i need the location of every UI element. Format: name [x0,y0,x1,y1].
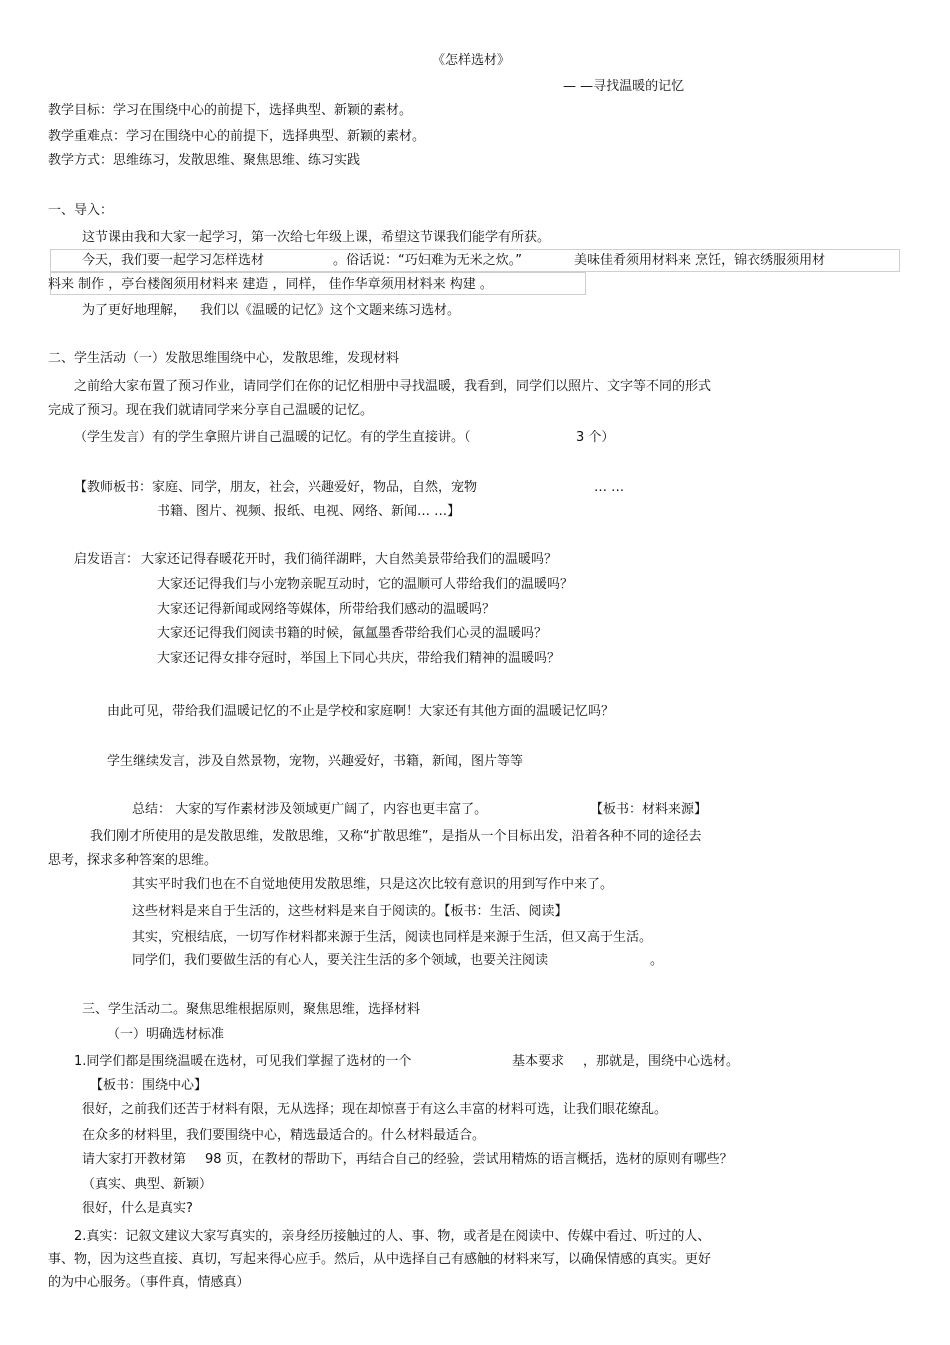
section2-paragraph: 我们刚才所使用的是发散思维，发散思维，又称“扩散思维”，是指从一个目标出发，沿着各种不同的途径去 [90,829,702,844]
prompt-label: 启发语言： [74,552,140,567]
section1-paragraph: 料来 制作 ，亭台楼阁须用材料来 建造 ，同样， 佳作华章须用材料来 构建 。 [48,277,493,292]
teacher-board-note: 【板书：围绕中心】 [90,1078,208,1093]
section1-heading: 一、导入： [48,203,114,218]
summary-board-note: 【板书：材料来源】 [590,802,708,817]
section3-item: 1.同学们都是围绕温暖在选材，可见我们掌握了选材的一个 [74,1054,412,1069]
section3-paragraph: 98 页，在教材的帮助下，再结合自己的经验，尝试用精炼的语言概括，选材的原则有哪些？ [205,1152,733,1167]
section2-paragraph: 思考，探求多种答案的思维。 [48,853,218,868]
section3-item: 的为中心服务。（事件真，情感真） [48,1275,250,1290]
teaching-goal: 教学目标：学习在围绕中心的前提下，选择典型、新颖的素材。 [48,103,413,118]
teacher-board-note: 【教师板书：家庭、同学，朋友，社会，兴趣爱好，物品，自然，宠物 [74,480,478,495]
section3-subheading: （一）明确选材标准 [107,1027,225,1042]
section1-paragraph: 为了更好地理解， [82,303,187,318]
section3-item: 事、物，因为这些直接、真切，写起来得心应手。然后，从中选择自己有感触的材料来写，以确保情感的真实。更好 [48,1252,712,1267]
section1-paragraph: 。俗话说：“巧妇难为无米之炊。” [333,253,522,268]
prompt-line: 大家还记得我们阅读书籍的时候，氤氲墨香带给我们心灵的温暖吗？ [157,626,548,641]
section1-paragraph: 美味佳肴须用材料来 烹饪，锦衣绣服须用材 [574,253,826,268]
section2-paragraph: 3 个） [576,430,615,445]
prompt-line: 大家还记得我们与小宠物亲昵互动时，它的温顺可人带给我们的温暖吗？ [157,577,574,592]
document-title: 《怎样选材》 [432,53,511,68]
section3-heading: 三、学生活动二。聚焦思维根据原则，聚焦思维，选择材料 [82,1002,421,1017]
section1-paragraph: 今天，我们要一起学习怎样选材 [82,253,265,268]
section2-paragraph: 学生继续发言，涉及自然景物，宠物，兴趣爱好，书籍，新闻，图片等等 [107,754,524,769]
section3-item: ，那就是，围绕中心选材。 [583,1054,740,1069]
prompt-line: 大家还记得春暖花开时，我们徜徉湖畔，大自然美景带给我们的温暖吗？ [141,552,558,567]
section1-paragraph: 这节课由我和大家一起学习，第一次给七年级上课，希望这节课我们能学有所获。 [82,230,551,245]
section3-item: 基本要求 [512,1054,565,1069]
summary-line: 总结： 大家的写作素材涉及领域更广阔了，内容也更丰富了。 [132,802,488,817]
section1-paragraph: 我们以《温暖的记忆》这个文题来练习选材。 [200,303,461,318]
teacher-board-note: … … [594,480,625,495]
section2-paragraph: 其实平时我们也在不自觉地使用发散思维，只是这次比较有意识的用到写作中来了。 [132,877,614,892]
section3-paragraph: 请大家打开教材第 [82,1152,187,1167]
section2-paragraph: 之前给大家布置了预习作业，请同学们在你的记忆相册中寻找温暖，我看到，同学们以照片、文字等不同的形式 [74,379,712,394]
section3-paragraph: 很好，之前我们还苦于材料有限，无从选择；现在却惊喜于有这么丰富的材料可选，让我们眼花缭乱。 [82,1102,668,1117]
section2-paragraph: 同学们，我们要做生活的有心人，要关注生活的多个领域，也要关注阅读 [132,953,549,968]
section2-paragraph: 其实，究根结底，一切写作材料都来源于生活，阅读也同样是来源于生活，但又高于生活。 [132,930,653,945]
section2-paragraph: 由此可见，带给我们温暖记忆的不止是学校和家庭啊！大家还有其他方面的温暖记忆吗？ [107,704,615,719]
section2-paragraph: 完成了预习。现在我们就请同学来分享自己温暖的记忆。 [48,403,374,418]
teacher-board-note: 书籍、图片、视频、报纸、电视、网络、新闻… …】 [157,504,461,519]
teaching-key-points: 教学重难点：学习在围绕中心的前提下，选择典型、新颖的素材。 [48,129,426,144]
section3-paragraph: （真实、典型、新颖） [82,1177,213,1192]
prompt-line: 大家还记得新闻或网络等媒体，所带给我们感动的温暖吗？ [157,602,496,617]
section2-paragraph: 这些材料是来自于生活的，这些材料是来自于阅读的。【板书：生活、阅读】 [132,904,568,919]
prompt-line: 大家还记得女排夺冠时，举国上下同心共庆，带给我们精神的温暖吗？ [157,651,561,666]
section2-paragraph: （学生发言）有的学生拿照片讲自己温暖的记忆。有的学生直接讲。（ [74,430,471,445]
section3-item: 2.真实：记叙文建议大家写真实的，亲身经历接触过的人、事、物，或者是在阅读中、传媒中看过、听过的人、 [74,1229,711,1244]
section3-paragraph: 很好，什么是真实? [82,1201,193,1216]
section2-heading: 二、学生活动（一）发散思维围绕中心，发散思维，发现材料 [48,351,400,366]
teaching-method: 教学方式：思维练习，发散思维、聚焦思维、练习实践 [48,153,361,168]
document-subtitle: — —寻找温暖的记忆 [563,79,685,94]
section3-paragraph: 在众多的材料里，我们要围绕中心，精选最适合的。什么材料最适合。 [82,1128,486,1143]
section2-paragraph: 。 [650,953,664,968]
